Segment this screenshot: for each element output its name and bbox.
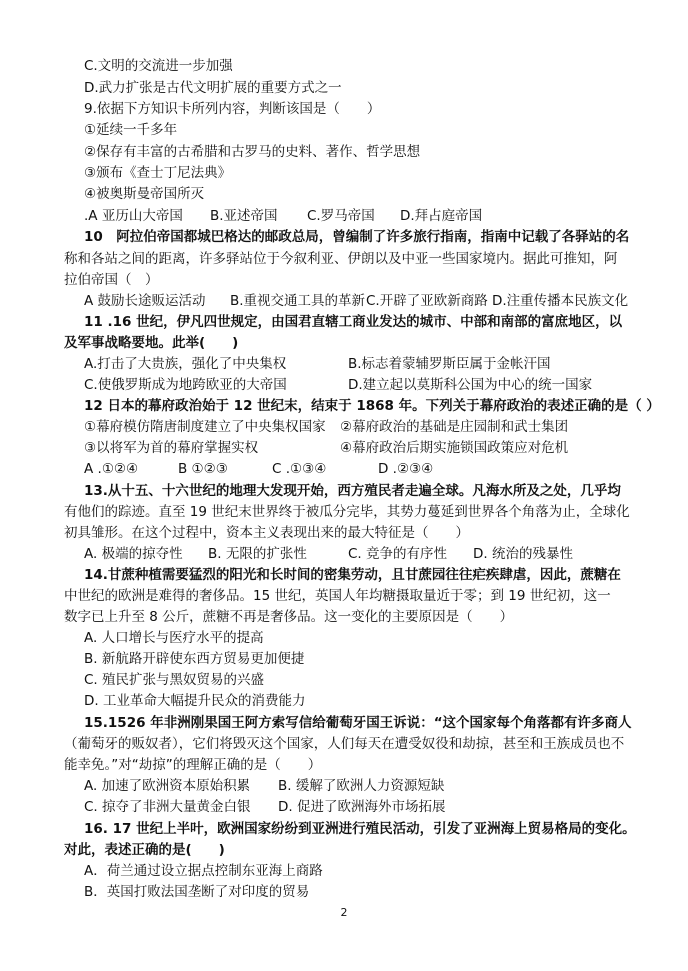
q10-stem: 10 阿拉伯帝国都城巴格达的邮政总局，曾编制了许多旅行指南，指南中记载了各驿站的名 — [84, 229, 630, 245]
q12-option-c: C .①③④ — [272, 461, 327, 477]
q8-option-c: C.文明的交流进一步加强 — [84, 58, 233, 74]
q10-option-d: D.注重传播本民族文化 — [492, 293, 629, 309]
q11-option-c: C.使俄罗斯成为地跨欧亚的大帝国 — [84, 377, 287, 393]
q9-stem: 9.依据下方知识卡所列内容，判断该国是（ ） — [84, 101, 381, 117]
q10-option-b: B.重视交通工具的革新 — [230, 293, 366, 309]
q9-option-c: C.罗马帝国 — [307, 208, 375, 224]
q16-option-b: B．英国打败法国垄断了对印度的贸易 — [84, 884, 310, 900]
q15-stem: （葡萄牙的贩奴者），它们将毁灭这个国家，人们每天在遭受奴役和劫掠，甚至和王族成员也不 — [64, 736, 625, 752]
q9-card-item: ③颁布《查士丁尼法典》 — [84, 165, 232, 181]
q12-statement: ④幕府政治后期实施锁国政策应对危机 — [340, 440, 569, 456]
q12-option-b: B ①②③ — [178, 461, 228, 477]
q13-stem: 初具雏形。在这个过程中，资本主义表现出来的最大特征是（ ） — [64, 525, 469, 541]
q13-option-a: A. 极端的掠夺性 — [84, 546, 183, 562]
q16-stem: 16. 17 世纪上半叶，欧洲国家纷纷到亚洲进行殖民活动，引发了亚洲海上贸易格局的变化。 — [84, 821, 636, 837]
q12-statement: ②幕府政治的基础是庄园制和武士集团 — [340, 419, 569, 435]
q9-option-d: D.拜占庭帝国 — [400, 208, 483, 224]
q14-option-b: B. 新航路开辟使东西方贸易更加便捷 — [84, 651, 305, 667]
q9-card-item: ②保存有丰富的古希腊和古罗马的史料、著作、哲学思想 — [84, 144, 421, 160]
q9-card-item: ④被奥斯曼帝国所灭 — [84, 186, 205, 202]
q13-option-d: D. 统治的残暴性 — [473, 546, 573, 562]
q10-option-c: C.开辟了亚欧新商路 — [366, 293, 488, 309]
q9-option-a: .A 亚历山大帝国 — [84, 208, 183, 224]
q13-option-c: C. 竞争的有序性 — [348, 546, 448, 562]
q12-option-a: A .①②④ — [84, 461, 139, 477]
q10-stem: 拉伯帝国（ ） — [64, 272, 159, 288]
q14-option-d: D. 工业革命大幅提升民众的消费能力 — [84, 693, 306, 709]
q12-stem: 12 日本的幕府政治始于 12 世纪末，结束于 1868 年。下列关于幕府政治的表述正确的是（ ） — [84, 398, 660, 414]
page-number: 2 — [340, 906, 348, 919]
q15-option-a: A. 加速了欧洲资本原始积累 — [84, 778, 251, 794]
q15-stem: 15.1526 年非洲刚果国王阿方索写信给葡萄牙国王诉说：“这个国家每个角落都有许多商人 — [84, 715, 632, 731]
q8-option-d: D.武力扩张是古代文明扩展的重要方式之一 — [84, 80, 342, 96]
q15-option-d: D. 促进了欧洲海外市场拓展 — [278, 799, 446, 815]
q11-option-a: A.打击了大贵族，强化了中央集权 — [84, 356, 287, 372]
q15-option-b: B. 缓解了欧洲人力资源短缺 — [278, 778, 445, 794]
q11-option-d: D.建立起以莫斯科公国为中心的统一国家 — [348, 377, 593, 393]
q15-stem: 能幸免。”对“劫掠”的理解正确的是（ ） — [64, 757, 322, 773]
q14-stem: 14.甘蔗种植需要猛烈的阳光和长时间的密集劳动，且甘蔗园往往疟疾肆虐，因此，蔗糖在 — [84, 567, 621, 583]
q14-option-c: C. 殖民扩张与黑奴贸易的兴盛 — [84, 672, 265, 688]
q13-option-b: B. 无限的扩张性 — [208, 546, 307, 562]
q12-statement: ①幕府模仿隋唐制度建立了中央集权国家 — [84, 419, 326, 435]
q10-option-a: A 鼓励长途贩运活动 — [84, 293, 206, 309]
q12-statement: ③以将军为首的幕府掌握实权 — [84, 440, 259, 456]
q9-card-item: ①延续一千多年 — [84, 122, 178, 138]
q12-option-d: D .②③④ — [378, 461, 434, 477]
q13-stem: 有他们的踪迹。直至 19 世纪末世界终于被瓜分完毕，其势力蔓延到世界各个角落为止，全球化 — [64, 504, 630, 520]
q13-stem: 13.从十五、十六世纪的地理大发现开始，西方殖民者走遍全球。凡海水所及之处，几乎均 — [84, 483, 621, 499]
q14-stem: 中世纪的欧洲是难得的奢侈品。15 世纪，英国人年均糖摄取量近于零；到 19 世纪初，这一 — [64, 588, 611, 604]
q11-option-b: B.标志着蒙辅罗斯臣属于金帐汗国 — [348, 356, 551, 372]
q10-stem: 称和各站之间的距离，许多驿站位于今叙利亚、伊朗以及中亚一些国家境内。据此可推知，阿 — [64, 251, 618, 267]
q11-stem: 11 .16 世纪，伊凡四世规定，由国君直辖工商业发达的城市、中部和南部的富庶地区，以 — [84, 314, 623, 330]
q15-option-c: C. 掠夺了非洲大量黄金白银 — [84, 799, 251, 815]
q16-stem: 对此，表述正确的是( ) — [64, 842, 225, 858]
q11-stem: 及军事战略要地。此举( ) — [64, 335, 239, 351]
q16-option-a: A．荷兰通过设立据点控制东亚海上商路 — [84, 863, 323, 879]
q14-stem: 数字已上升至 8 公斤，蔗糖不再是奢侈品。这一变化的主要原因是（ ） — [64, 609, 514, 625]
q14-option-a: A. 人口增长与医疗水平的提高 — [84, 630, 264, 646]
q9-option-b: B.亚述帝国 — [210, 208, 278, 224]
